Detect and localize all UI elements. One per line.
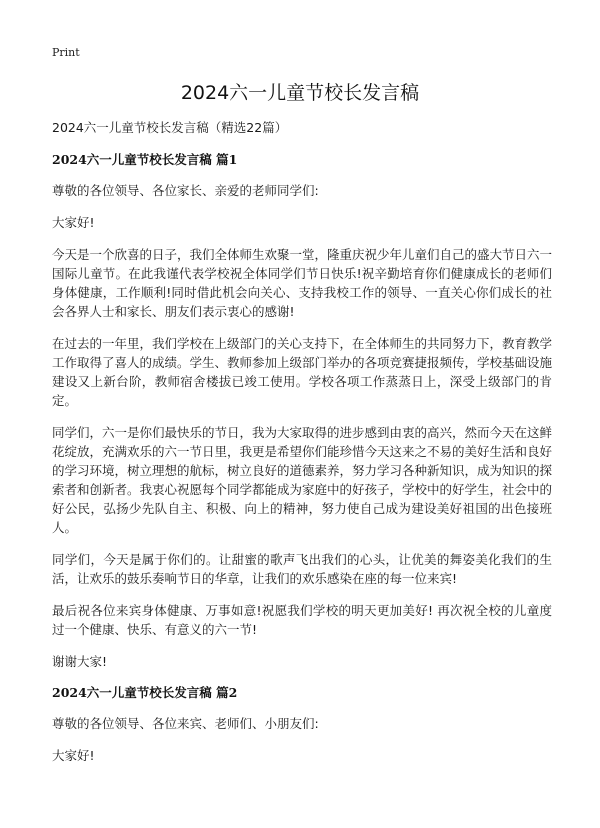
- paragraph: 尊敬的各位领导、各位来宾、老师们、小朋友们:: [52, 716, 319, 731]
- article-body: [52, 119, 552, 778]
- page-title: 2024六一儿童节校长发言稿: [180, 82, 420, 104]
- article-subtitle: 2024六一儿童节校长发言稿（精选22篇）: [52, 120, 288, 135]
- paragraph: 同学们，六一是你们最快乐的节日，我为大家取得的进步感到由衷的高兴，然而今天在这鲜花绽放，充满欢乐的六一节日里，我更是希望你们能珍惜今天这来之不易的美好生活和良好的学习环境，树立理想的航标，树立良好的道德素养，努力学习各种新知识，成为知识的探索者和创新者。我衷心祝愿每个同学都能成为家庭中的好孩子，学校中的好学生，社会中的好公民，弘扬少先队自主、积极、向上的精神，努力使自己成为建设美好祖国的出色接班人。: [52, 425, 553, 535]
- print-link[interactable]: Print: [52, 46, 80, 59]
- section-heading: 2024六一儿童节校长发言稿 篇1: [52, 152, 238, 167]
- paragraph: 最后祝各位来宾身体健康、万事如意!祝愿我们学校的明天更加美好! 再次祝全校的儿童度过一个健康、快乐、有意义的六一节!: [52, 603, 552, 637]
- paragraph: 大家好!: [52, 215, 95, 230]
- section-heading: 2024六一儿童节校长发言稿 篇2: [52, 685, 238, 700]
- paragraph: 大家好!: [52, 748, 95, 763]
- paragraph: 尊敬的各位领导、各位家长、亲爱的老师同学们:: [52, 183, 319, 198]
- paragraph: 今天是一个欣喜的日子，我们全体师生欢聚一堂，隆重庆祝少年儿童们自己的盛大节日六一国际儿童节。在此我谨代表学校祝全体同学们节日快乐!祝辛勤培育你们健康成长的老师们身体健康，工作顺利!同时借此机会向关心、支持我校工作的领导、一直关心你们成长的社会各界人士和家长、朋友们表示衷心的感谢!: [52, 247, 553, 319]
- paragraph: 谢谢大家!: [52, 654, 108, 669]
- paragraph: 在过去的一年里，我们学校在上级部门的关心支持下，在全体师生的共同努力下，教育教学工作取得了喜人的成绩。学生、教师参加上级部门举办的各项竞赛捷报频传，学校基础设施建设又上新台阶，教师宿舍楼拔已竣工使用。学校各项工作蒸蒸日上，深受上级部门的肯定。: [52, 336, 553, 408]
- section-2: [52, 684, 552, 765]
- section-1: [52, 151, 552, 671]
- paragraph: 同学们，今天是属于你们的。让甜蜜的歌声飞出我们的心头，让优美的舞姿美化我们的生活，让欢乐的鼓乐奏响节日的华章，让我们的欢乐感染在座的每一位来宾!: [52, 552, 552, 586]
